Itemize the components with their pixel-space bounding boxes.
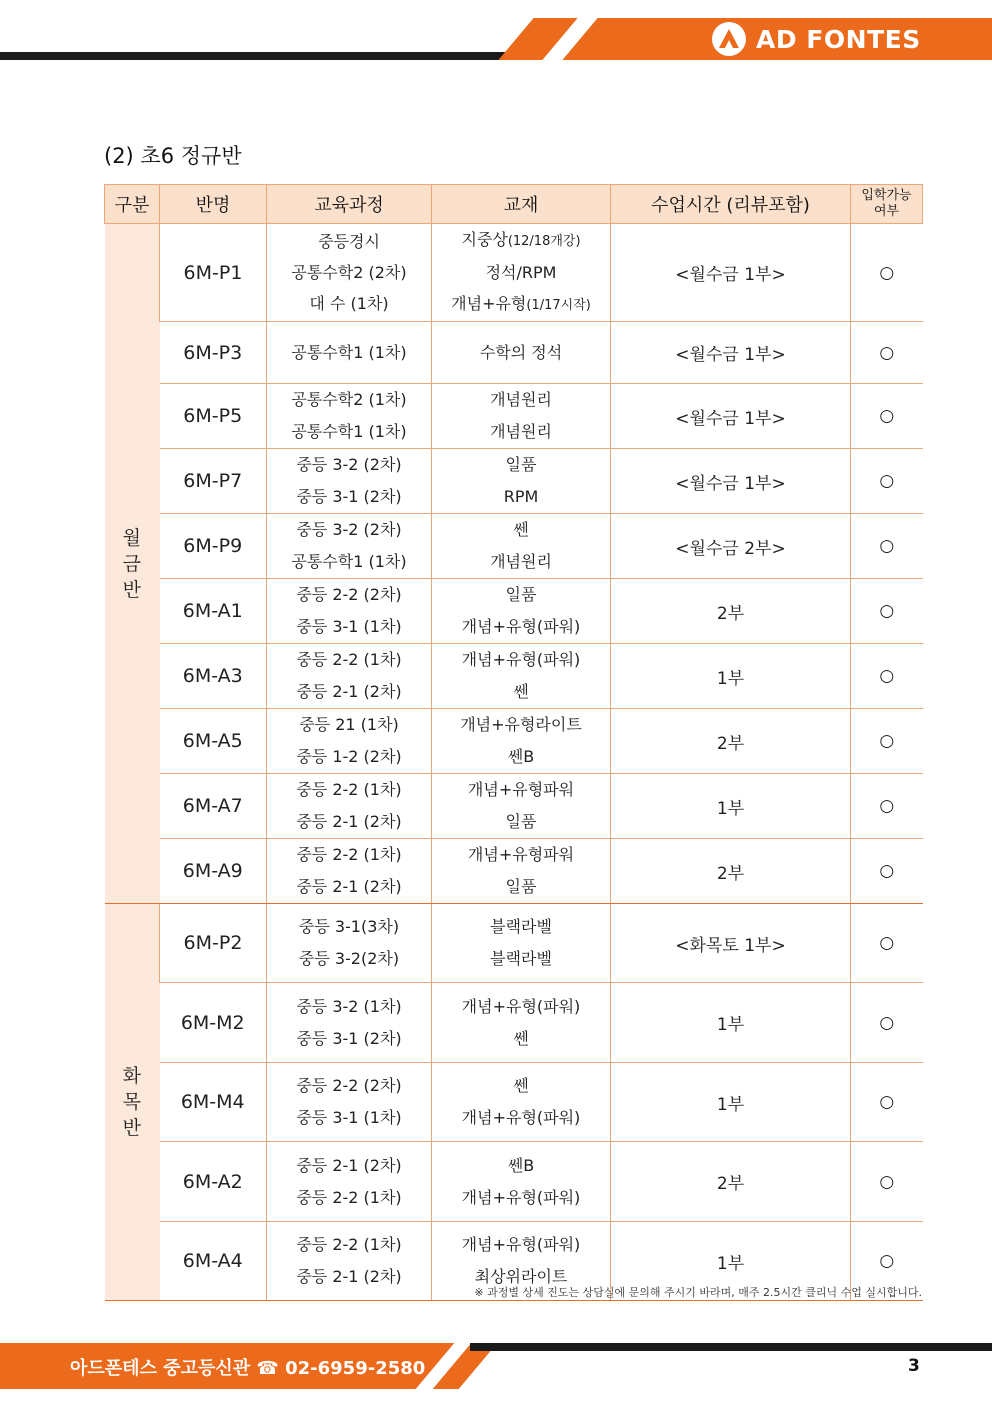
textbook-line: 개념+유형(파워) xyxy=(461,1187,581,1207)
textbook-line xyxy=(432,257,610,288)
textbook-cell xyxy=(432,904,611,983)
course-cell xyxy=(267,709,432,774)
table-row xyxy=(105,1142,923,1222)
textbook-line: 개념+유형파워 xyxy=(467,780,575,799)
table-row xyxy=(105,774,923,839)
textbook-cell xyxy=(432,839,611,904)
class-name: 6M-A4 xyxy=(160,1222,267,1301)
course-cell xyxy=(267,514,432,579)
course-line: 중등 2-2 (1차) xyxy=(296,650,402,669)
table-row xyxy=(105,322,923,384)
header-black-line xyxy=(0,52,520,60)
textbook-line: 일품 xyxy=(505,585,537,604)
header-orange-stripe xyxy=(498,18,577,60)
page-number: 3 xyxy=(908,1356,920,1376)
textbook-line: 블랙라벨 xyxy=(490,917,552,936)
course-line: 공통수학2 (2차) xyxy=(291,263,407,282)
course-cell xyxy=(267,983,432,1063)
textbook-line: 일품 xyxy=(505,455,537,474)
textbook-line: 블랙라벨 xyxy=(490,949,552,968)
table-header-row xyxy=(105,185,923,224)
header-availability: 입학가능 여부 xyxy=(851,185,923,224)
table-row xyxy=(105,839,923,904)
textbook-title: 지중상 xyxy=(461,230,508,249)
textbook-line: 개념원리 xyxy=(490,390,552,409)
course-line: 중등 2-2 (2차) xyxy=(296,1076,402,1095)
class-name: 6M-A5 xyxy=(160,709,267,774)
table-row xyxy=(105,579,923,644)
course-line: 중등 3-1 (2차) xyxy=(296,1028,402,1048)
textbook-line: 개념+유형(파워) xyxy=(461,650,581,669)
availability-mark: ○ xyxy=(851,1142,923,1222)
course-line: 공통수학1 (1차) xyxy=(291,342,407,362)
class-time: <월수금 1부> xyxy=(611,224,851,322)
footer-contact: 아드폰테스 중고등신관 ☎ 02-6959-2580 xyxy=(70,1358,426,1379)
course-cell xyxy=(267,449,432,514)
course-cell xyxy=(267,224,432,322)
availability-mark: ○ xyxy=(851,579,923,644)
textbook-line xyxy=(432,224,610,257)
group-label-char: 반 xyxy=(122,578,141,601)
class-name: 6M-P2 xyxy=(160,904,267,983)
table-row xyxy=(105,1063,923,1142)
textbook-line: 쎈 xyxy=(513,682,529,701)
class-time: 1부 xyxy=(611,644,851,709)
course-line: 중등 3-1 (1차) xyxy=(296,617,402,636)
class-time: <화목토 1부> xyxy=(611,904,851,983)
course-cell xyxy=(267,384,432,449)
class-time: 2부 xyxy=(611,709,851,774)
textbook-cell xyxy=(432,514,611,579)
group-label-char: 금 xyxy=(122,552,141,575)
brand-name: AD FONTES xyxy=(756,24,921,54)
brand-logo xyxy=(712,20,921,58)
availability-mark: ○ xyxy=(851,1063,923,1142)
availability-mark: ○ xyxy=(851,449,923,514)
table-row xyxy=(105,904,923,983)
textbook-cell xyxy=(432,224,611,322)
group-label-char: 화 xyxy=(122,1065,141,1087)
textbook-cell xyxy=(432,1063,611,1142)
group-label-char: 반 xyxy=(122,1117,141,1139)
table-row xyxy=(105,224,923,322)
course-line: 중등경시 xyxy=(318,232,380,251)
textbook-line: 개념+유형(파워) xyxy=(461,1108,581,1127)
course-cell xyxy=(267,1063,432,1142)
availability-mark: ○ xyxy=(851,224,923,322)
course-line: 중등 2-2 (1차) xyxy=(296,845,402,864)
class-name: 6M-A1 xyxy=(160,579,267,644)
course-line: 중등 2-2 (1차) xyxy=(296,780,402,799)
header-category: 구분 xyxy=(105,185,160,224)
availability-mark: ○ xyxy=(851,839,923,904)
class-time: 1부 xyxy=(611,1063,851,1142)
textbook-schedule: (1/17시작) xyxy=(526,298,591,313)
textbook-cell xyxy=(432,384,611,449)
header-course: 교육과정 xyxy=(267,185,432,224)
footnote: ※ 과정별 상세 진도는 상담실에 문의해 주시기 바라며, 매주 2.5시간 클리닉 수업 실시합니다. xyxy=(474,1286,922,1299)
course-line: 중등 2-1 (2차) xyxy=(296,682,402,701)
availability-mark: ○ xyxy=(851,983,923,1063)
textbook-schedule: (12/18개강) xyxy=(507,234,581,249)
table-row xyxy=(105,514,923,579)
textbook-cell xyxy=(432,983,611,1063)
textbook-line: 쎈B xyxy=(507,747,535,766)
class-time: 1부 xyxy=(611,774,851,839)
availability-mark: ○ xyxy=(851,514,923,579)
course-line: 중등 3-2 (1차) xyxy=(296,996,402,1016)
class-name: 6M-P7 xyxy=(160,449,267,514)
course-line: 중등 2-2 (2차) xyxy=(296,585,402,604)
course-line: 중등 2-2 (1차) xyxy=(296,1235,402,1254)
class-name: 6M-A9 xyxy=(160,839,267,904)
textbook-line: 최상위라이트 xyxy=(474,1267,568,1286)
header-class-time: 수업시간 (리뷰포함) xyxy=(611,185,851,224)
textbook-cell xyxy=(432,774,611,839)
course-line: 중등 2-1 (2차) xyxy=(296,877,402,896)
availability-mark: ○ xyxy=(851,384,923,449)
availability-mark: ○ xyxy=(851,1222,923,1301)
class-name: 6M-A2 xyxy=(160,1142,267,1222)
course-line: 중등 21 (1차) xyxy=(299,715,399,734)
class-time: 1부 xyxy=(611,983,851,1063)
course-line: 중등 2-1 (2차) xyxy=(296,1155,402,1175)
class-time: <월수금 1부> xyxy=(611,449,851,514)
table-row xyxy=(105,983,923,1063)
availability-mark: ○ xyxy=(851,904,923,983)
textbook-line: 개념+유형라이트 xyxy=(460,715,582,734)
textbook-line: 쎈 xyxy=(513,1028,529,1048)
table-row xyxy=(105,449,923,514)
class-name: 6M-M2 xyxy=(160,983,267,1063)
textbook-line: 개념원리 xyxy=(490,422,552,441)
textbook-cell xyxy=(432,449,611,514)
course-cell xyxy=(267,322,432,384)
course-line: 중등 3-2 (2차) xyxy=(296,520,402,539)
textbook-cell xyxy=(432,644,611,709)
class-name: 6M-P5 xyxy=(160,384,267,449)
course-cell xyxy=(267,579,432,644)
textbook-line: 일품 xyxy=(505,877,537,896)
textbook-title: 정석/RPM xyxy=(485,263,557,282)
textbook-line: 쎈B xyxy=(507,1155,535,1175)
textbook-line: RPM xyxy=(503,487,539,506)
course-cell xyxy=(267,774,432,839)
class-time: 1부 xyxy=(611,1222,851,1301)
group-label xyxy=(105,224,160,904)
table-row xyxy=(105,709,923,774)
class-time: 2부 xyxy=(611,579,851,644)
course-cell xyxy=(267,1142,432,1222)
class-time: <월수금 1부> xyxy=(611,322,851,384)
course-line: 중등 3-1 (2차) xyxy=(296,487,402,506)
class-name: 6M-M4 xyxy=(160,1063,267,1142)
logo-a-icon xyxy=(712,22,746,56)
course-line: 중등 3-1 (1차) xyxy=(296,1108,402,1127)
header-textbook: 교재 xyxy=(432,185,611,224)
availability-mark: ○ xyxy=(851,322,923,384)
course-line: 중등 3-1(3차) xyxy=(298,917,400,936)
class-name: 6M-P9 xyxy=(160,514,267,579)
course-line: 대 수 (1차) xyxy=(309,294,389,313)
course-cell xyxy=(267,839,432,904)
availability-mark: ○ xyxy=(851,774,923,839)
course-line: 중등 1-2 (2차) xyxy=(296,747,402,766)
textbook-line: 개념+유형파워 xyxy=(467,845,575,864)
textbook-cell xyxy=(432,579,611,644)
textbook-title: 개념+유형 xyxy=(451,294,527,313)
class-name: 6M-A7 xyxy=(160,774,267,839)
textbook-cell xyxy=(432,322,611,384)
group-label-char: 월 xyxy=(122,526,141,549)
class-time: <월수금 2부> xyxy=(611,514,851,579)
textbook-line: 개념+유형(파워) xyxy=(461,1235,581,1254)
group-label-char: 목 xyxy=(122,1091,141,1113)
course-line: 중등 3-2(2차) xyxy=(298,949,400,968)
class-time: <월수금 1부> xyxy=(611,384,851,449)
textbook-line: 쎈 xyxy=(513,1076,529,1095)
textbook-line: 개념원리 xyxy=(490,552,552,571)
section-title: (2) 초6 정규반 xyxy=(104,144,242,168)
footer-black-line xyxy=(470,1343,992,1351)
availability-mark: ○ xyxy=(851,644,923,709)
textbook-line: 개념+유형(파워) xyxy=(461,996,581,1016)
class-name: 6M-A3 xyxy=(160,644,267,709)
class-schedule-table xyxy=(104,184,923,1301)
course-line: 공통수학1 (1차) xyxy=(291,552,407,571)
course-line: 중등 2-1 (2차) xyxy=(296,1267,402,1286)
header-class-name: 반명 xyxy=(160,185,267,224)
class-name: 6M-P1 xyxy=(160,224,267,322)
class-time: 2부 xyxy=(611,1142,851,1222)
course-cell xyxy=(267,904,432,983)
course-line: 중등 3-2 (2차) xyxy=(296,455,402,474)
textbook-cell xyxy=(432,1142,611,1222)
table-row xyxy=(105,644,923,709)
course-cell xyxy=(267,1222,432,1301)
availability-mark: ○ xyxy=(851,709,923,774)
textbook-line: 개념+유형(파워) xyxy=(461,617,581,636)
textbook-cell xyxy=(432,709,611,774)
course-line: 중등 2-1 (2차) xyxy=(296,812,402,831)
course-line: 공통수학2 (1차) xyxy=(291,390,407,409)
textbook-line xyxy=(432,288,610,321)
textbook-line: 일품 xyxy=(505,812,537,831)
class-time: 2부 xyxy=(611,839,851,904)
course-line: 공통수학1 (1차) xyxy=(291,422,407,441)
table-row xyxy=(105,384,923,449)
course-cell xyxy=(267,644,432,709)
course-line: 중등 2-2 (1차) xyxy=(296,1187,402,1207)
textbook-line: 수학의 정석 xyxy=(479,342,563,362)
class-name: 6M-P3 xyxy=(160,322,267,384)
group-label xyxy=(105,904,160,1301)
textbook-line: 쎈 xyxy=(513,520,529,539)
